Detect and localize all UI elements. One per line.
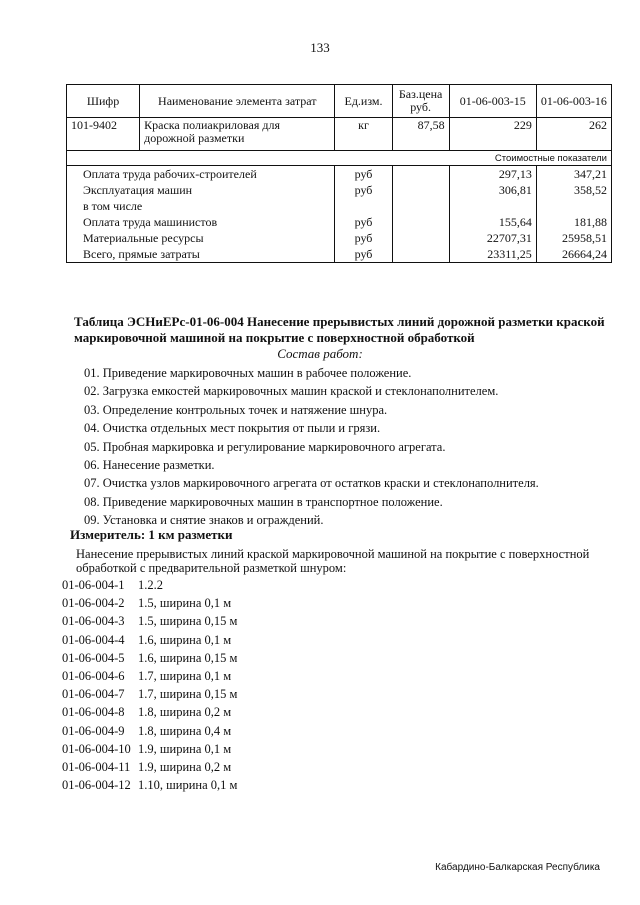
header-price: Баз.цена руб. — [392, 85, 449, 118]
variant-code: 01-06-004-9 — [62, 723, 125, 738]
row-v2: 181,88 — [536, 214, 611, 230]
row-v1: 23311,25 — [449, 246, 536, 263]
variant-code: 01-06-004-4 — [62, 632, 125, 647]
row-v1: 155,64 — [449, 214, 536, 230]
cost-table — [66, 84, 612, 263]
list-item — [62, 776, 237, 794]
row-price — [392, 246, 449, 263]
row-name: в том числе — [67, 198, 335, 214]
row-name: Оплата труда рабочих-строителей — [67, 166, 335, 183]
row-name: Эксплуатация машин — [67, 182, 335, 198]
material-unit: кг — [335, 118, 392, 151]
operation-item: 07. Очистка узлов маркировочного агрегата от остатков краски и стеклонаполнителя. — [84, 476, 539, 491]
row-price — [392, 230, 449, 246]
operation-item: 06. Нанесение разметки. — [84, 457, 215, 472]
row-unit: руб — [335, 182, 392, 198]
material-code: 101-9402 — [67, 118, 140, 151]
row-unit: руб — [335, 246, 392, 263]
variant-code: 01-06-004-8 — [62, 705, 125, 720]
list-item — [62, 612, 237, 630]
row-v1: 297,13 — [449, 166, 536, 183]
variant-desc: 1.7, ширина 0,15 м — [138, 687, 238, 702]
list-item — [62, 722, 237, 740]
operation-item: 02. Загрузка емкостей маркировочных машин краской и стеклонаполнителем. — [84, 384, 499, 399]
row-v1: 306,81 — [449, 182, 536, 198]
variant-code: 01-06-004-6 — [62, 668, 125, 683]
list-item — [62, 631, 237, 649]
work-composition-heading: Состав работ: — [277, 346, 363, 361]
variant-desc: 1.7, ширина 0,1 м — [138, 668, 232, 683]
row-unit: руб — [335, 214, 392, 230]
table-row — [67, 182, 612, 198]
operation-item: 09. Установка и снятие знаков и ограждений. — [84, 513, 324, 528]
variant-desc: 1.5, ширина 0,1 м — [138, 596, 232, 611]
variant-desc: 1.2.2 — [138, 578, 163, 592]
variant-code: 01-06-004-1 — [62, 578, 125, 592]
variant-desc: 1.10, ширина 0,1 м — [138, 778, 238, 793]
row-unit — [335, 198, 392, 214]
variant-code: 01-06-004-11 — [62, 759, 131, 774]
row-unit: руб — [335, 230, 392, 246]
header-variant-15: 01-06-003-15 — [449, 85, 536, 118]
material-v1: 229 — [449, 118, 536, 151]
variant-desc: 1.8, ширина 0,2 м — [138, 705, 232, 720]
table-row — [67, 230, 612, 246]
header-code: Шифр — [67, 85, 140, 118]
list-item — [62, 576, 237, 594]
row-v1 — [449, 198, 536, 214]
variant-desc: 1.6, ширина 0,1 м — [138, 632, 232, 647]
list-item — [62, 740, 237, 758]
variant-code: 01-06-004-7 — [62, 687, 125, 702]
header-unit: Ед.изм. — [335, 85, 392, 118]
variant-code: 01-06-004-3 — [62, 614, 125, 629]
intro-text: Нанесение прерывистых линий краской маркировочной машиной на покрытие с поверхностной обработкой с предварительной разметкой шнуром: — [76, 547, 590, 575]
variant-code: 01-06-004-12 — [62, 778, 131, 793]
operation-item: 03. Определение контрольных точек и натяжение шнура. — [84, 402, 388, 417]
material-name: Краска полиакриловая для дорожной разметки — [140, 118, 335, 151]
variant-desc: 1.8, ширина 0,4 м — [138, 723, 232, 738]
operation-item: 04. Очистка отдельных мест покрытия от пыли и грязи. — [84, 421, 381, 436]
row-v2: 26664,24 — [536, 246, 611, 263]
variant-code: 01-06-004-5 — [62, 650, 125, 665]
variant-desc: 1.5, ширина 0,15 м — [138, 614, 238, 629]
measure-unit: Измеритель: 1 км разметки — [70, 527, 233, 542]
material-v2: 262 — [536, 118, 611, 151]
row-price — [392, 182, 449, 198]
variant-desc: 1.9, ширина 0,2 м — [138, 759, 232, 774]
row-unit: руб — [335, 166, 392, 183]
list-item — [62, 594, 237, 612]
material-price: 87,58 — [392, 118, 449, 151]
row-v2 — [536, 198, 611, 214]
table-row — [67, 198, 612, 214]
footer-region: Кабардино-Балкарская Республика — [435, 862, 600, 873]
row-v2: 358,52 — [536, 182, 611, 198]
variant-desc: 1.9, ширина 0,1 м — [138, 741, 232, 756]
row-name: Материальные ресурсы — [67, 230, 335, 246]
operation-item: 08. Приведение маркировочных машин в транспортное положение. — [84, 494, 443, 509]
header-variant-16: 01-06-003-16 — [536, 85, 611, 118]
header-name: Наименование элемента затрат — [140, 85, 335, 118]
variant-desc: 1.6, ширина 0,15 м — [138, 650, 238, 665]
row-v1: 22707,31 — [449, 230, 536, 246]
row-price — [392, 214, 449, 230]
list-item — [62, 685, 237, 703]
row-name: Оплата труда машинистов — [67, 214, 335, 230]
row-name: Всего, прямые затраты — [67, 246, 335, 263]
table-row — [67, 214, 612, 230]
list-item — [62, 649, 237, 667]
section-label: Стоимостные показатели — [67, 151, 612, 166]
table-row — [67, 166, 612, 183]
table-header-row — [67, 85, 612, 118]
operations-list — [84, 364, 539, 530]
row-v2: 25958,51 — [536, 230, 611, 246]
material-row — [67, 118, 612, 151]
table-title: Таблица ЭСНиЕРс-01-06-004 Нанесение прерывистых линий дорожной разметки краской маркировочной машиной на покрытие с поверхностной обработкой — [74, 314, 605, 345]
variant-code: 01-06-004-2 — [62, 596, 125, 611]
row-price — [392, 166, 449, 183]
table-row — [67, 246, 612, 263]
operation-item: 01. Приведение маркировочных машин в рабочее положение. — [84, 366, 412, 380]
section-label-row — [67, 151, 612, 166]
row-price — [392, 198, 449, 214]
variant-code: 01-06-004-10 — [62, 741, 131, 756]
list-item — [62, 667, 237, 685]
page-number: 133 — [310, 40, 330, 55]
list-item — [62, 758, 237, 776]
list-item — [62, 703, 237, 721]
variants-list — [62, 576, 237, 794]
row-v2: 347,21 — [536, 166, 611, 183]
operation-item: 05. Пробная маркировка и регулирование маркировочного агрегата. — [84, 439, 446, 454]
